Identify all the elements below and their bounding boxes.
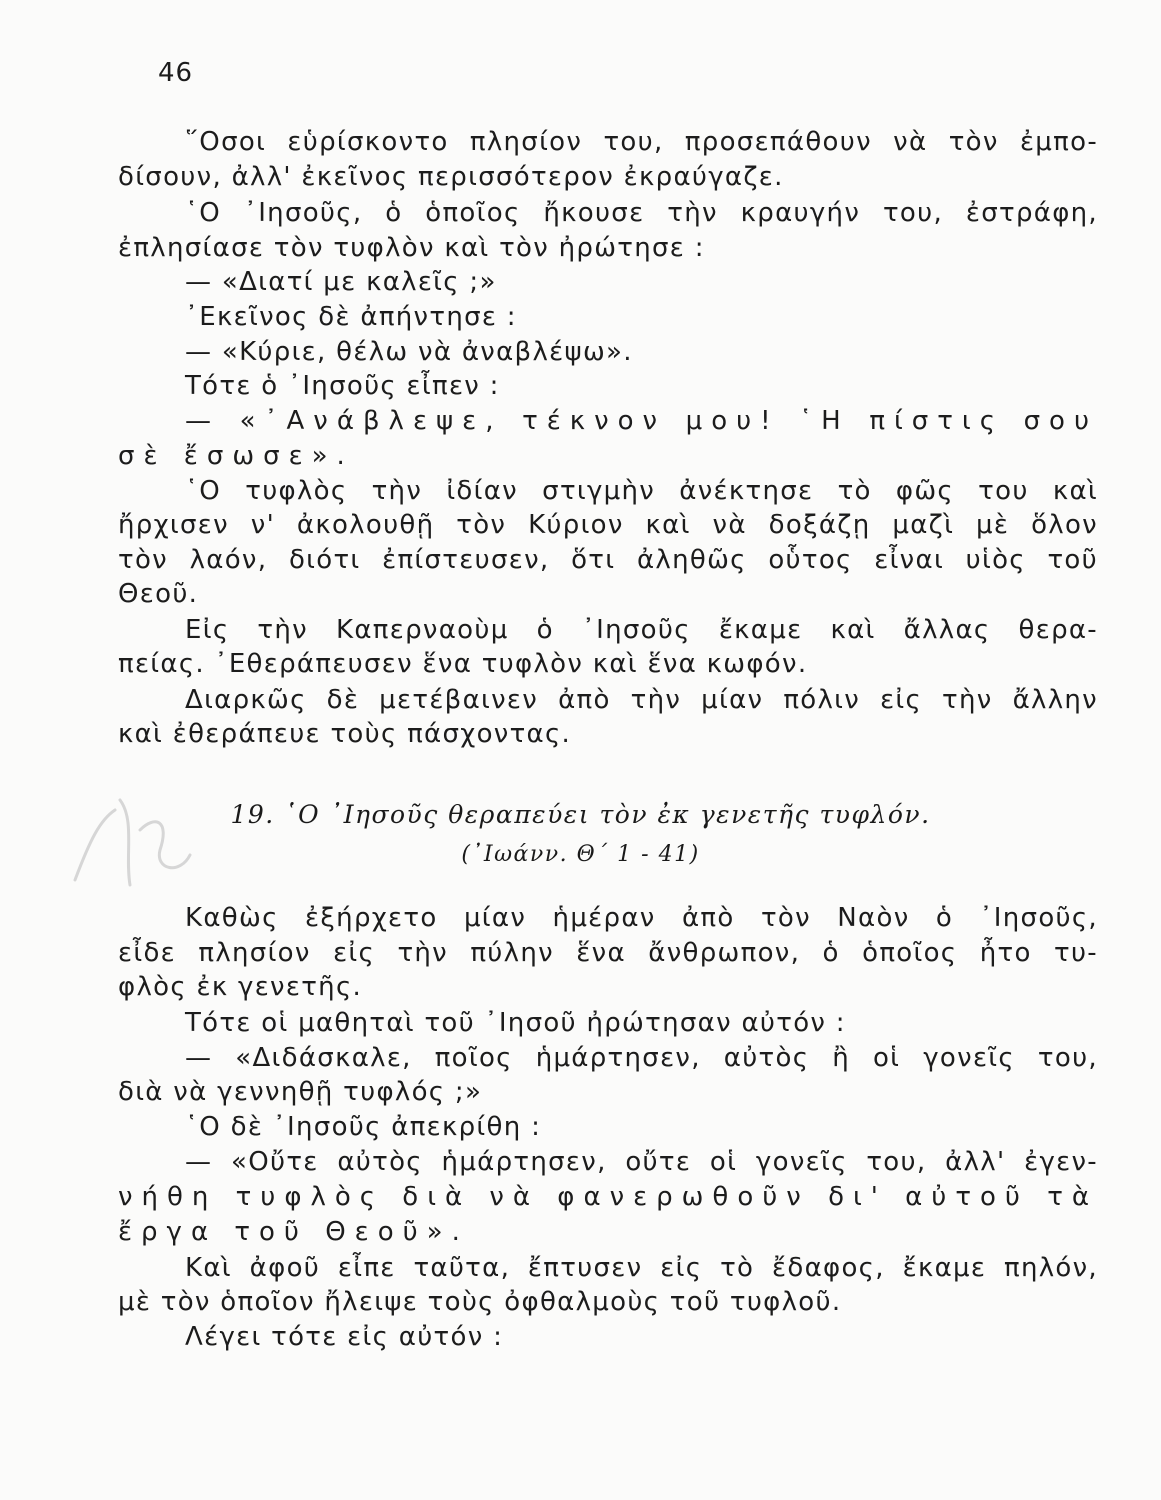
text-line: διὰ νὰ γεννηθῇ τυφλός ;» [118,1077,483,1107]
text-line: φλὸς ἐκ γενετῆς. [118,972,363,1002]
text-line: νήθη τυφλὸς διὰ νὰ φανερωθοῦν δι' αὐτοῦ τὰ [118,1182,1098,1212]
text-line: — «᾿Ανάβλεψε, τέκνον μου! ῾Η πίστις σου [185,406,1098,436]
text-line: Καθὼς ἐξήρχετο μίαν ἡμέραν ἀπὸ τὸν Ναὸν ὁ ᾿Ιησοῦς, [185,903,1098,933]
text-line: ἔργα τοῦ Θεοῦ». [118,1217,469,1247]
text-line: ῾Ο τυφλὸς τὴν ἰδίαν στιγμὴν ἀνέκτησε τὸ φῶς του καὶ [185,476,1098,506]
text-line: ῾Ο δὲ ᾿Ιησοῦς ἀπεκρίθη : [185,1112,542,1142]
text-line: πείας. ᾿Εθεράπευσεν ἕνα τυφλὸν καὶ ἕνα κωφόν. [118,649,808,679]
section-heading: 19. ῾Ο ᾿Ιησοῦς θεραπεύει τὸν ἐκ γενετῆς τυφλόν. [230,800,931,829]
text-line: — «Διατί με καλεῖς ;» [185,267,497,297]
text-line: — «Κύριε, θέλω νὰ ἀναβλέψω». [185,337,633,367]
text-line: ῞Οσοι εὑρίσκοντο πλησίον του, προσεπάθουν νὰ τὸν ἐμπο- [185,127,1098,157]
text-line: Λέγει τότε εἰς αὐτόν : [185,1322,504,1352]
section-reference: (᾿Ιωάνν. Θ΄ 1 - 41) [461,842,700,867]
text-line: Καὶ ἀφοῦ εἶπε ταῦτα, ἔπτυσεν εἰς τὸ ἔδαφος, ἔκαμε πηλόν, [185,1253,1098,1283]
page-number: 46 [158,58,194,88]
text-line: — «Οὔτε αὐτὸς ἡμάρτησεν, οὔτε οἱ γονεῖς του, ἀλλ' ἐγεν- [185,1147,1098,1177]
text-line: ἤρχισεν ν' ἀκολουθῇ τὸν Κύριον καὶ νὰ δοξάζῃ μαζὶ μὲ ὅλον [118,510,1098,540]
text-line: Τότε οἱ μαθηταὶ τοῦ ᾿Ιησοῦ ἠρώτησαν αὐτόν : [185,1008,846,1038]
text-line: εἶδε πλησίον εἰς τὴν πύλην ἕνα ἄνθρωπον, ὁ ὁποῖος ἦτο τυ- [118,938,1098,968]
text-line: μὲ τὸν ὁποῖον ἤλειψε τοὺς ὀφθαλμοὺς τοῦ τυφλοῦ. [118,1287,842,1317]
handwritten-margin-mark [60,760,220,900]
text-line: καὶ ἐθεράπευε τοὺς πάσχοντας. [118,719,572,749]
text-line: Εἰς τὴν Καπερναοὺμ ὁ ᾿Ιησοῦς ἔκαμε καὶ ἄλλας θερα- [185,615,1098,645]
text-line: ῾Ο ᾿Ιησοῦς, ὁ ὁποῖος ἤκουσε τὴν κραυγήν του, ἐστράφη, [185,198,1098,228]
text-line: ᾿Εκεῖνος δὲ ἀπήντησε : [185,302,517,332]
text-line: σὲ ἔσωσε». [118,441,354,471]
text-line: τὸν λαόν, διότι ἐπίστευσεν, ὅτι ἀληθῶς οὗτος εἶναι υἱὸς τοῦ [118,545,1098,575]
text-line: δίσουν, ἀλλ' ἐκεῖνος περισσότερον ἐκραύγαζε. [118,162,784,192]
text-line: Θεοῦ. [118,579,199,609]
text-line: — «Διδάσκαλε, ποῖος ἡμάρτησεν, αὐτὸς ἢ οἱ γονεῖς του, [185,1043,1098,1073]
text-line: Διαρκῶς δὲ μετέβαινεν ἀπὸ τὴν μίαν πόλιν εἰς τὴν ἄλλην [185,685,1098,715]
text-line: Τότε ὁ ᾿Ιησοῦς εἶπεν : [185,371,500,401]
text-line: ἐπλησίασε τὸν τυφλὸν καὶ τὸν ἠρώτησε : [118,233,705,263]
